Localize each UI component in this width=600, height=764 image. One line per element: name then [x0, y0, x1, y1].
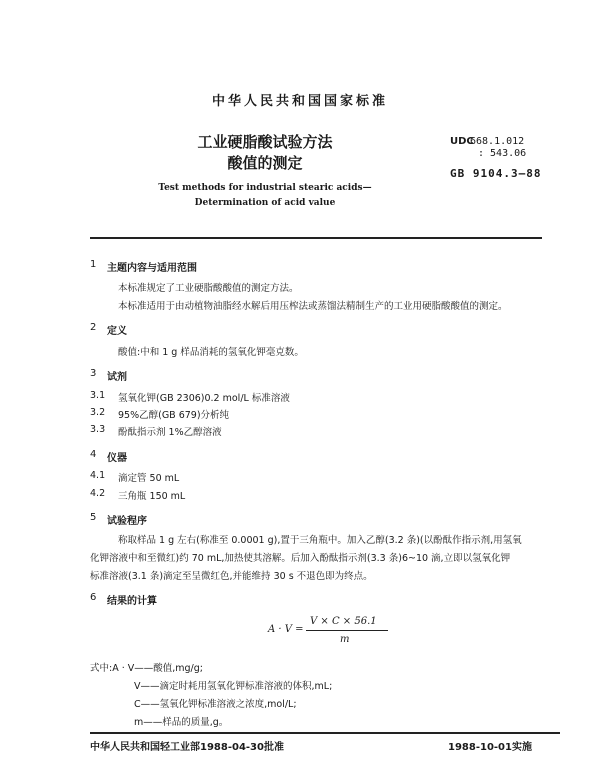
item-4-2-text: 三角瓶 150 mL — [118, 491, 186, 502]
footer-effective-date: 1988-10-01实施 — [448, 742, 532, 753]
section-4-number: 4 — [90, 449, 97, 460]
footer-approval: 中华人民共和国轻工业部1988-04-30批准 — [90, 742, 284, 753]
section-5-line-3: 标准溶液(3.1 条)滴定至呈微红色,并能维持 30 s 不退色即为终点。 — [90, 571, 373, 582]
formula-numerator: V × C × 56.1 — [310, 616, 377, 627]
section-5-line-2: 化钾溶液中和至微红)约 70 mL,加热使其溶解。后加入酚酞指示剂(3.3 条)6~10 滴,立即以氢氧化钾 — [90, 553, 511, 564]
section-2-paragraph-1: 酸值:中和 1 g 样品消耗的氢氧化钾毫克数。 — [118, 347, 304, 358]
item-3-1-text: 氢氧化钾(GB 2306)0.2 mol/L 标准溶液 — [118, 393, 290, 404]
section-2-title: 定义 — [107, 326, 127, 337]
section-6-number: 6 — [90, 592, 97, 603]
item-4-1-number: 4.1 — [90, 470, 106, 481]
item-4-2-number: 4.2 — [90, 488, 106, 499]
item-4-1-text: 滴定管 50 mL — [118, 473, 180, 484]
item-3-2-text: 95%乙醇(GB 679)分析纯 — [118, 410, 230, 421]
formula-denominator: m — [340, 634, 350, 645]
udc-code: 668.1.012 — [470, 136, 525, 147]
document-title: 工业硬脂酸试验方法 — [197, 133, 333, 151]
footer-divider — [90, 732, 560, 734]
document-subtitle: 酸值的测定 — [227, 154, 303, 172]
page-header-org: 中华人民共和国国家标准 — [211, 94, 388, 109]
english-title-line1: Test methods for industrial stearic acids— — [158, 183, 372, 193]
udc-label: UDC — [450, 136, 474, 147]
definition-av: 式中:A · V——酸值,mg/g; — [90, 663, 203, 674]
section-5-title: 试验程序 — [107, 516, 147, 527]
item-3-2-number: 3.2 — [90, 407, 106, 418]
gb-code: GB 9104.3—88 — [450, 167, 542, 180]
definition-v: V——滴定时耗用氢氧化钾标准溶液的体积,mL; — [134, 681, 333, 692]
section-2-number: 2 — [90, 322, 97, 333]
item-3-3-number: 3.3 — [90, 424, 106, 435]
section-6-title: 结果的计算 — [107, 596, 157, 607]
english-title-line2: Determination of acid value — [194, 198, 336, 208]
section-5-line-1: 称取样品 1 g 左右(称准至 0.0001 g),置于三角瓶中。加入乙醇(3.2 条)(以酚酞作指示剂,用氢氧 — [118, 535, 522, 546]
header-divider — [90, 237, 542, 239]
item-3-3-text: 酚酞指示剂 1%乙醇溶液 — [118, 427, 222, 438]
formula-lhs: A · V = — [268, 624, 304, 635]
section-5-number: 5 — [90, 512, 97, 523]
section-1-paragraph-2: 本标准适用于由动植物油脂经水解后用压榨法或蒸馏法精制生产的工业用硬脂酸酸值的测定。 — [118, 301, 508, 312]
section-1-title: 主题内容与适用范围 — [107, 263, 197, 274]
definition-c: C——氢氧化钾标准溶液之浓度,mol/L; — [134, 699, 297, 710]
section-1-paragraph-1: 本标准规定了工业硬脂酸酸值的测定方法。 — [118, 283, 299, 294]
section-1-number: 1 — [90, 259, 97, 270]
section-4-title: 仪器 — [107, 453, 127, 464]
section-3-title: 试剂 — [107, 372, 127, 383]
definition-m: m——样品的质量,g。 — [134, 717, 229, 728]
item-3-1-number: 3.1 — [90, 390, 106, 401]
section-3-number: 3 — [90, 368, 97, 379]
formula-fraction-bar — [306, 630, 388, 631]
udc-code-secondary: : 543.06 — [478, 148, 527, 159]
